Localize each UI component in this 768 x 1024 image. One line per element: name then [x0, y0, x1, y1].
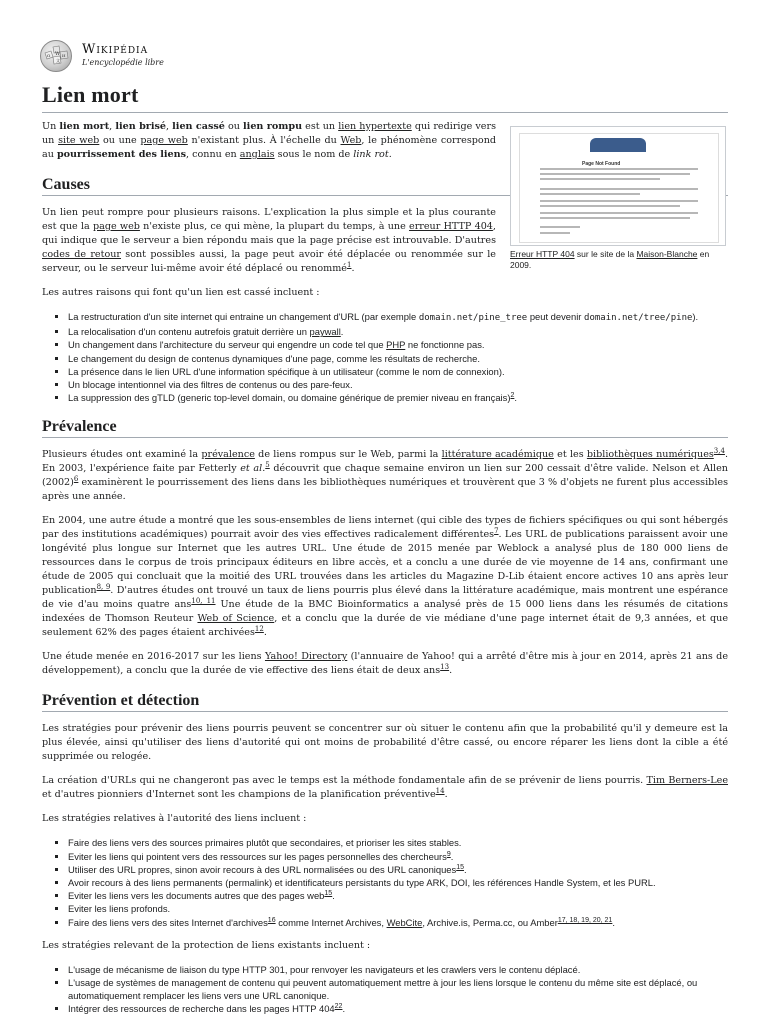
list-item: ▪ Eviter les liens profonds.	[68, 902, 728, 915]
list-item: ▪ Faire des liens vers des sources primaires plutôt que secondaires, et prioriser les sites stables.	[68, 836, 728, 849]
ref-10-11[interactable]: 10, 11	[191, 597, 216, 606]
link-codes-de-retour[interactable]: codes de retour	[42, 249, 121, 260]
wikipedia-wordmark[interactable]: Wikipédia	[82, 42, 149, 57]
tagline: L'encyclopédie libre	[82, 58, 164, 67]
ref-1[interactable]: 1	[346, 260, 352, 269]
ref-15b[interactable]: 15	[324, 890, 333, 898]
site-header	[40, 40, 340, 70]
list-item: ▪ Eviter les liens qui pointent vers des ressources sur les pages personnelles des chercheurs$^9$.	[68, 850, 728, 863]
link-hypertexte[interactable]: lien hypertexte	[338, 121, 412, 132]
ref-7[interactable]: 7	[494, 527, 499, 536]
ref-14[interactable]: 14	[435, 787, 445, 796]
ref-16[interactable]: 16	[267, 916, 276, 924]
link-erreur-http-404[interactable]: erreur HTTP 404	[409, 221, 493, 232]
protection-list-intro: Les stratégies relevant de la protection de liens existants incluent :	[42, 939, 371, 951]
authority-strategies-list	[42, 836, 728, 928]
list-item: ▪ Un blocage intentionnel via des filtres de contenus ou des pare-feux.	[68, 378, 728, 391]
thumbnail-caption: Erreur HTTP 404 sur le site de la Maison-Blanche en 2009.	[510, 249, 710, 270]
link-page-web-2[interactable]: page web	[92, 221, 140, 232]
article-body	[42, 120, 728, 1024]
ref-5[interactable]: 5	[265, 461, 270, 470]
wikipedia-globe-icon[interactable]	[40, 40, 72, 72]
prevention-paragraph-1: Les stratégies pour prévenir des liens pourris peuvent se concentrer sur où situer le contenu afin que la probabilité qu'il y demeure est la plus élevée, ainsi qu'utiliser des liens d'autorité qui ont moins de probabilité d'être cassé, ou encore réparer les liens dont la cible a été supprimée ou relogée.	[42, 723, 728, 763]
list-item: ▪ Un changement dans l'architecture du serveur qui engendre un code tel que PHP ne fonctionne pas.	[68, 338, 728, 351]
link-paywall[interactable]: paywall	[309, 326, 341, 338]
list-item: ▪ Eviter les liens vers les documents autres que des pages web$^{15}$.	[68, 889, 728, 902]
page-title: Lien mort	[42, 82, 728, 113]
prevention-paragraph-2: La création d'URLs qui ne changeront pas avec le temps est la méthode fondamentale afin de se prévenir de liens pourris. Tim Berners-Lee et d'autres pionniers d'Internet sont les champions de la planification préventive$^{14}$.	[42, 775, 729, 801]
list-item: ▪ La relocalisation d'un contenu autrefois gratuit derrière un paywall.	[68, 325, 728, 338]
link-prevalence[interactable]: prévalence	[201, 449, 255, 461]
ref-6[interactable]: 6	[73, 475, 79, 484]
link-site-web[interactable]: site web	[58, 135, 100, 146]
section-heading-prevalence: Prévalence	[42, 420, 728, 438]
link-tim-berners-lee[interactable]: Tim Berners-Lee	[646, 775, 729, 787]
ref-22[interactable]: 22	[334, 1003, 343, 1011]
list-item: ▪ Faire des liens vers des sites Internet d'archives$^{16}$ comme Internet Archives, WebCite, Archive.is, Perma.cc, ou Amber$^{17, 18, 19, 20, 21}$.	[68, 916, 728, 929]
screenshot-title: Page Not Found	[582, 161, 621, 167]
link-yahoo-directory[interactable]: Yahoo! Directory	[264, 651, 348, 663]
link-web[interactable]: Web	[340, 135, 362, 146]
whitehouse-banner	[590, 138, 646, 152]
link-anglais[interactable]: anglais	[239, 149, 275, 160]
ref-15[interactable]: 15	[456, 863, 464, 871]
caption-link-maison-blanche[interactable]: Maison-Blanche	[636, 249, 698, 259]
list-item: ▪ Intégrer des ressources de recherche dans les pages HTTP $404^{22}$.	[68, 1002, 728, 1015]
prevalence-paragraph-2: En 2004, une autre étude a montré que les sous-ensembles de liens internet (qui cible des types de fichiers spécifiques ou qui sont hébergés par des institutions académiques) pourrait avoir des vies effectives radicalement différentes$^7$. Les URL de publications paraissent avoir une longévité plus longue sur Internet que les autres URL. Une étude de 2015 menée par Weblock a analysé plus de 180 000 liens de ressources dans le corpus de trois principaux éditeurs en libre accès, et a conclu a une durée de vie moyenne de 14 ans, confirmant une étude de 2005 qui concluait que la moitié des URL trouvées dans les articles du Magazine D-Lib étaient encore actives 10 ans après leur publication$^{8, 9}$. D'autres études ont trouvé un taux de liens pourris plus élevé dans la littérature académique, mais montrent une espérance de vie d'au moins quatre ans$^{10, 11}$ Une étude de la BMC Bioinformatics a analysé près de 15 000 liens dans les résumés de citations indexées de Thomson Reuteur Web of Science, et a conclu que la durée de vie médiane d'une page internet était de 9,3 années, et que seulement 62% des pages étaient archivées$^{12}$.	[42, 515, 729, 639]
list-item: ▪ L'usage de mécanisme de liaison du type HTTP 301, pour renvoyer les navigateurs et les crawlers vers le contenu déplacé.	[68, 963, 728, 976]
section-heading-causes: Causes	[42, 178, 728, 196]
prevalence-paragraph-1: Plusieurs études ont examiné la prévalence de liens rompus sur le Web, parmi la littérature académique et les bibliothèques numériques$^{3,4}$. En 2003, l'expérience faite par Fetterly et al.$^5$ découvrit que chaque semaine environ un lien sur 200 cessait d'être valide. Nelson et Allen $(2002)^6$ examinèrent le pourrissement des liens dans les bibliothèques numériques et trouvèrent que 3 % d'objets ne furent plus accessibles après une année.	[42, 447, 728, 503]
caption-link-http-404[interactable]: Erreur HTTP 404	[510, 249, 575, 259]
list-item: ▪ La restructuration d'un site internet qui entraine un changement d'URL (par exemple domain.net/pine_tree peut devenir domain.net/tree/pine).	[68, 310, 728, 325]
ref-8-9[interactable]: 8, 9	[96, 583, 111, 592]
ref-9[interactable]: 9	[446, 850, 451, 858]
ref-2[interactable]: 2	[510, 392, 515, 400]
ref-17-21[interactable]: 17, 18, 19, 20, 21	[557, 916, 613, 924]
link-page-web[interactable]: page web	[140, 135, 188, 146]
section-heading-prevention: Prévention et détection	[42, 694, 728, 712]
svg-text:文: 文	[56, 58, 60, 63]
thumbnail-image[interactable]	[510, 126, 726, 246]
link-bibliotheques-numeriques[interactable]: bibliothèques numériques	[586, 449, 714, 461]
list-item: ▪ Utiliser des URL propres, sinon avoir recours à des URL normalisées ou des URL canoniques$^{15}$.	[68, 863, 728, 876]
ref-13[interactable]: 13	[440, 663, 450, 672]
svg-text:W: W	[55, 51, 61, 57]
ref-3-4[interactable]: 3,4	[713, 447, 725, 456]
causes-paragraph: Un lien peut rompre pour plusieurs raisons. L'explication la plus simple et la plus courante est que la page web n'existe plus, ce qui mène, la plupart du temps, à une erreur HTTP 404, qui indique que le serveur a bien répondu mais que la page précise est introuvable. D'autres codes de retour sont possibles aussi, la page peut avoir été déplacée ou renommée sur le serveur, ou le serveur lui-même avoir été déplacé ou renommé$^1$.	[42, 207, 496, 274]
link-php[interactable]: PHP	[386, 339, 406, 351]
svg-text:И: И	[62, 53, 66, 58]
list-item: ▪ Le changement du design de contenus dynamiques d'une page, comme les résultats de recherche.	[68, 352, 728, 365]
protection-strategies-list	[42, 963, 728, 1016]
link-litterature-academique[interactable]: littérature académique	[441, 449, 554, 461]
svg-text:Ω: Ω	[47, 53, 51, 58]
list-item: ▪ La présence dans le lien URL d'une information spécifique à un utilisateur (comme le nom de connexion).	[68, 365, 728, 378]
list-item: ▪ L'usage de systèmes de management de contenu qui peuvent automatiquement mettre à jour les liens lorsque le contenu du même site est déplacé, ou automatiquement remplacer les liens vers une URL canonique.	[68, 976, 728, 1002]
link-web-of-science[interactable]: Web of Science	[197, 613, 275, 625]
causes-list-intro: Les autres raisons qui font qu'un lien est cassé incluent :	[42, 287, 320, 298]
thumbnail-figure	[510, 126, 728, 271]
prevention-list-intro: Les stratégies relatives à l'autorité des liens incluent :	[42, 813, 307, 825]
link-webcite[interactable]: WebCite	[386, 916, 423, 928]
list-item: ▪ Avoir recours à des liens permanents (permalink) et identificateurs persistants du type ARK, DOI, les références Handle System, et les PURL.	[68, 876, 728, 889]
causes-list	[42, 310, 728, 404]
prevalence-paragraph-3: Une étude menée en 2016-2017 sur les liens Yahoo! Directory (l'annuaire de Yahoo! qui a arrêté d'être mis à jour en 2014, après 21 ans de développement), a conclu que la durée de vie effective des liens était de deux ans$^{13}$.	[42, 651, 728, 677]
list-item: ▪ La suppression des gTLD (generic top-level domain, ou domaine générique de premier niveau en français)$^2$.	[68, 391, 728, 404]
page-not-found-screenshot	[519, 133, 719, 243]
intro-paragraph: Un lien mort, lien brisé, lien cassé ou lien rompu est un lien hypertexte qui redirige vers un site web ou une page web n'existant plus. À l'échelle du Web, le phénomène correspond au pourrissement des liens, connu en anglais sous le nom de link rot.	[42, 121, 497, 160]
ref-12[interactable]: 12	[254, 625, 264, 634]
